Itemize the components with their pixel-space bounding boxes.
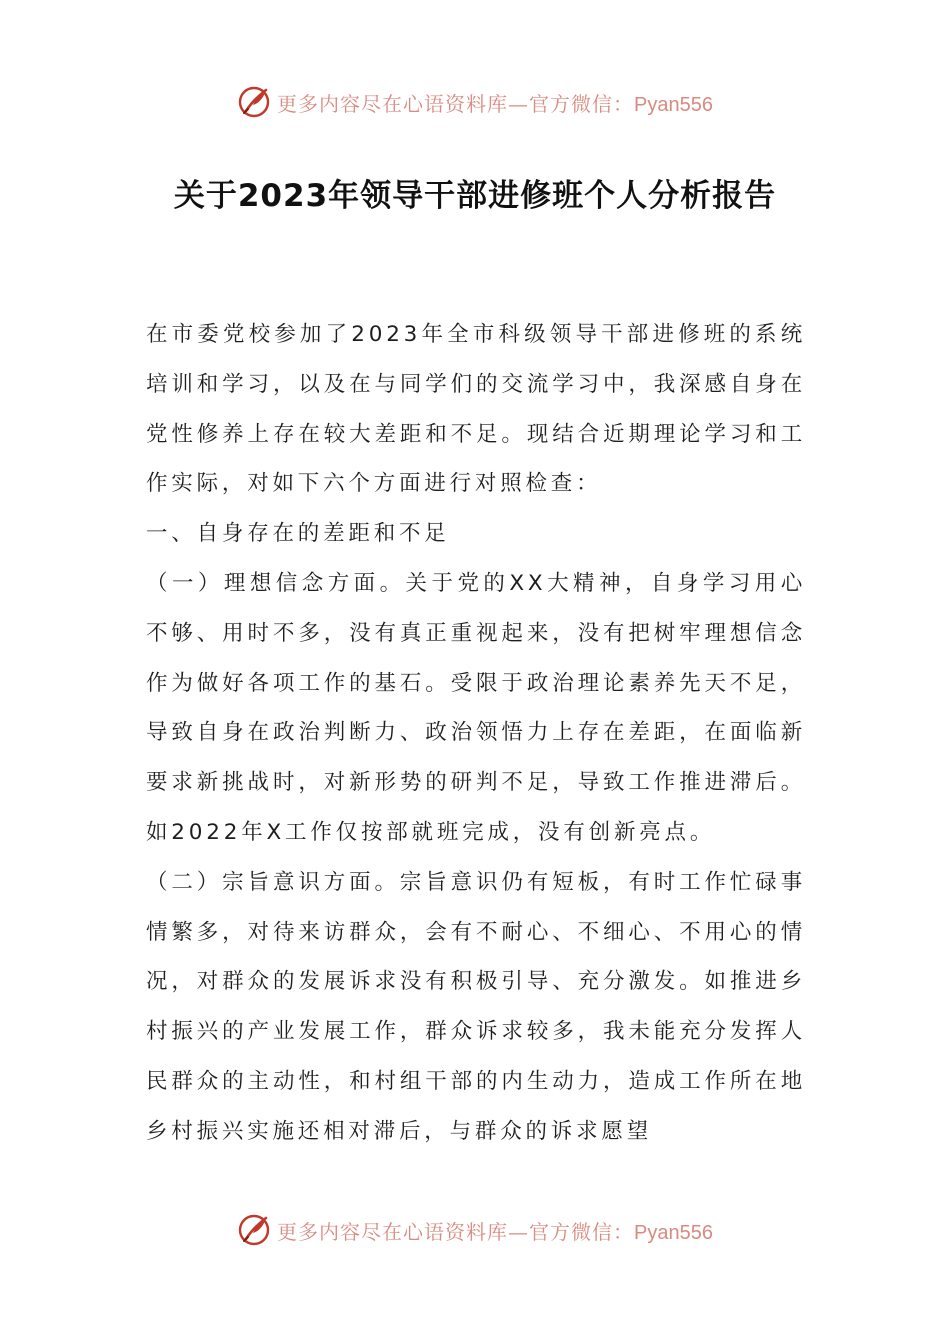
watermark-text: 更多内容尽在心语资料库—官方微信：Pyan556 <box>277 91 713 116</box>
body-paragraph-purpose: （二）宗旨意识方面。宗旨意识仍有短板，有时工作忙碌事情繁多，对待来访群众，会有不耐心、不细心、不用心的情况，对群众的发展诉求没有积极引导、充分激发。如推进乡村振兴的产业发展工作，群众诉求较多，我未能充分发挥人民群众的主动性，和村组干部的内生动力，造成工作所在地乡村振兴实施还相对滞后，与群众的诉求愿望 <box>146 869 806 1144</box>
section-heading: 一、自身存在的差距和不足 <box>146 521 450 547</box>
wechat-id: Pyan556 <box>634 1221 713 1244</box>
quill-logo-icon <box>237 1213 271 1247</box>
document-title: 关于2023年领导干部进修班个人分析报告 <box>173 178 777 214</box>
header-watermark <box>0 82 950 122</box>
quill-logo-icon <box>237 85 271 119</box>
wechat-id: Pyan556 <box>634 93 713 116</box>
watermark-text: 更多内容尽在心语资料库—官方微信：Pyan556 <box>277 1219 713 1244</box>
footer-watermark <box>0 1210 950 1250</box>
document-body <box>146 310 806 1157</box>
body-paragraph-ideals: （一）理想信念方面。关于党的XX大精神，自身学习用心不够、用时不多，没有真正重视起来，没有把树牢理想信念作为做好各项工作的基石。受限于政治理论素养先天不足，导致自身在政治判断力、政治领悟力上存在差距，在面临新要求新挑战时，对新形势的研判不足，导致工作推进滞后。如2022年X工作仅按部就班完成，没有创新亮点。 <box>146 570 806 845</box>
body-paragraph-intro: 在市委党校参加了2023年全市科级领导干部进修班的系统培训和学习，以及在与同学们的交流学习中，我深感自身在党性修养上存在较大差距和不足。现结合近期理论学习和工作实际，对如下六个方面进行对照检查： <box>146 322 806 497</box>
